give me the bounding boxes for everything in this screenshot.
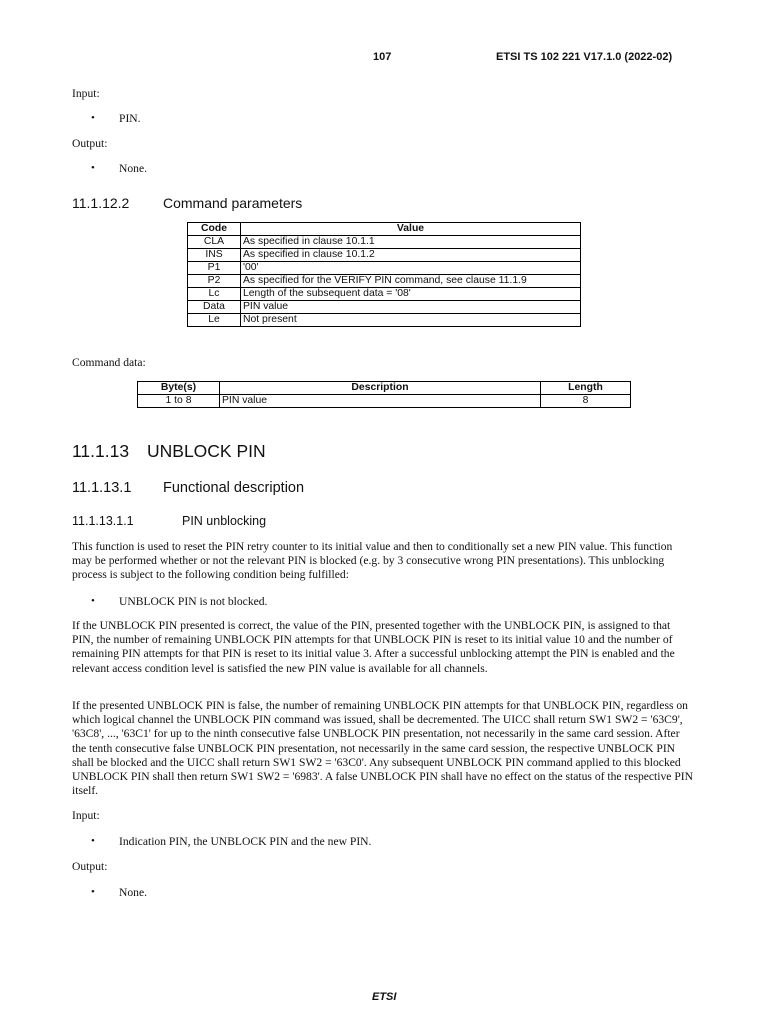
- section-number-11-1-12-2: 11.1.12.2: [72, 195, 130, 211]
- cell-value: As specified in clause 10.1.1: [241, 236, 581, 249]
- cell-code: INS: [188, 249, 241, 262]
- cell-code: Lc: [188, 288, 241, 301]
- bullet-condition: UNBLOCK PIN is not blocked.: [119, 595, 268, 608]
- cell-length: 8: [541, 395, 631, 408]
- column-header-length: Length: [541, 382, 631, 395]
- cell-value: Length of the subsequent data = '08': [241, 288, 581, 301]
- cell-code: Le: [188, 314, 241, 327]
- output-label: Output:: [72, 137, 108, 150]
- command-data-table: [137, 381, 631, 408]
- column-header-value: Value: [241, 223, 581, 236]
- bullet-marker: •: [91, 112, 95, 124]
- table-row: [188, 236, 581, 249]
- cell-value: As specified for the VERIFY PIN command, see clause 11.1.9: [241, 275, 581, 288]
- cell-code: Data: [188, 301, 241, 314]
- output-label: Output:: [72, 860, 108, 873]
- section-number-11-1-13-1: 11.1.13.1: [72, 480, 132, 496]
- cell-value: Not present: [241, 314, 581, 327]
- section-title-11-1-13-1: Functional description: [163, 480, 305, 496]
- footer-etsi: ETSI: [372, 991, 397, 1003]
- column-header-description: Description: [220, 382, 541, 395]
- cell-code: P1: [188, 262, 241, 275]
- section-title-11-1-12-2: Command parameters: [163, 195, 303, 211]
- section-title-11-1-13: UNBLOCK PIN: [147, 441, 266, 461]
- column-header-bytes: Byte(s): [138, 382, 220, 395]
- cell-code: P2: [188, 275, 241, 288]
- section-number-11-1-13: 11.1.13: [72, 441, 130, 461]
- paragraph-unblock-intro: This function is used to reset the PIN retry counter to its initial value and then to conditionally set a new PIN value. This function may be performed whether or not the relevant PIN is blocked (e.g. by 3 consecutive wrong PIN presentations). This unblocking process is subject to the following condition being fulfilled:: [72, 540, 673, 582]
- bullet-marker: •: [91, 162, 95, 174]
- section-number-11-1-13-1-1: 11.1.13.1.1: [72, 514, 134, 528]
- input-item: PIN.: [119, 112, 141, 125]
- cell-value: '00': [241, 262, 581, 275]
- cell-code: CLA: [188, 236, 241, 249]
- table-row: [188, 288, 581, 301]
- table-row: [188, 249, 581, 262]
- document-reference: ETSI TS 102 221 V17.1.0 (2022-02): [496, 51, 673, 63]
- cell-bytes: 1 to 8: [138, 395, 220, 408]
- column-header-code: Code: [188, 223, 241, 236]
- bullet-marker: •: [91, 835, 95, 847]
- output-item: None.: [119, 162, 148, 175]
- cell-description: PIN value: [220, 395, 541, 408]
- input-label: Input:: [72, 87, 100, 100]
- input-item: Indication PIN, the UNBLOCK PIN and the new PIN.: [119, 835, 372, 848]
- command-parameters-table: [187, 222, 581, 327]
- table-header-row: [138, 382, 631, 395]
- paragraph-correct-pin: If the UNBLOCK PIN presented is correct, the value of the PIN, presented together with the UNBLOCK PIN, is assigned to that PIN, the number of remaining UNBLOCK PIN attempts for that UNBLOCK PIN is reset to its initial value 10 and the number of remaining PIN attempts for that PIN is reset to its initial value 3. After a successful unblocking attempt the PIN is enabled and the relevant access condition level is satisfied the new PIN value is available for all channels.: [72, 619, 675, 675]
- table-row: [188, 275, 581, 288]
- page-number: 107: [373, 51, 392, 63]
- command-data-label: Command data:: [72, 356, 146, 369]
- table-header-row: [188, 223, 581, 236]
- paragraph-false-pin: If the presented UNBLOCK PIN is false, the number of remaining UNBLOCK PIN attempts for that UNBLOCK PIN, regardless on which logical channel the UNBLOCK PIN command was issued, shall be decremented. The UICC shall return SW1 SW2 = '63C9', '63C8', ..., '63C1' for up to the ninth consecutive false UNBLOCK PIN presentation, not necessarily in the same card session. After the tenth consecutive false UNBLOCK PIN presentation, not necessarily in the same card session, the respective UNBLOCK PIN shall be blocked and the UICC shall return SW1 SW2 = '63C0'. Any subsequent UNBLOCK PIN command applied to this blocked UNBLOCK PIN shall then return SW1 SW2 = '6983'. A false UNBLOCK PIN shall have no effect on the status of the respective PIN itself.: [72, 699, 694, 798]
- section-title-11-1-13-1-1: PIN unblocking: [182, 514, 267, 528]
- bullet-marker: •: [91, 886, 95, 898]
- cell-value: PIN value: [241, 301, 581, 314]
- table-row: [138, 395, 631, 408]
- cell-value: As specified in clause 10.1.2: [241, 249, 581, 262]
- table-row: [188, 301, 581, 314]
- bullet-marker: •: [91, 595, 95, 607]
- output-item: None.: [119, 886, 148, 899]
- table-row: [188, 262, 581, 275]
- table-row: [188, 314, 581, 327]
- input-label: Input:: [72, 809, 100, 822]
